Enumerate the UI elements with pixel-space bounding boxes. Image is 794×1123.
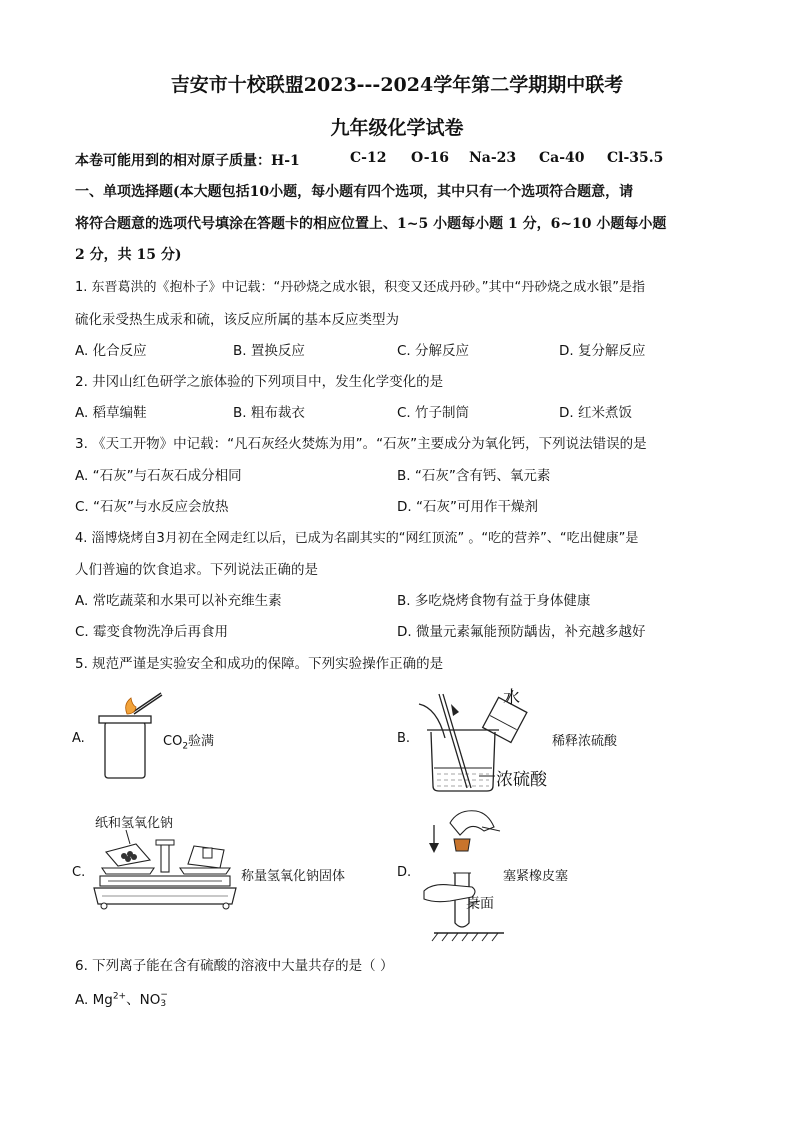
q5-b-water-label: 水 [503, 688, 520, 708]
q5-a-caption-co: CO [163, 734, 183, 749]
q5-a-letter: A. [72, 731, 85, 746]
atomic-mass-c: C-12 [350, 150, 387, 166]
q3-option-d: D. “石灰”可用作干燥剂 [397, 499, 538, 515]
q2-option-c: C. 竹子制筒 [397, 405, 470, 421]
q6-stem: 6. 下列离子能在含有硫酸的溶液中大量共存的是（ ） [75, 958, 394, 974]
q4-option-a: A. 常吃蔬菜和水果可以补充维生素 [75, 593, 282, 609]
q6-option-a [75, 988, 168, 1009]
q2-stem: 2. 井冈山红色研学之旅体验的下列项目中，发生化学变化的是 [75, 374, 444, 390]
q5-b-letter: B. [397, 731, 411, 746]
atomic-mass-ca: Ca-40 [539, 150, 585, 166]
q5-d-letter: D. [397, 865, 412, 880]
atomic-mass-h: H-1 [271, 153, 300, 169]
q1-stem-line2: 硫化汞受热生成汞和硫，该反应所属的基本反应类型为 [75, 312, 399, 328]
q4-option-d: D. 微量元素氟能预防龋齿，补充越多越好 [397, 624, 646, 640]
section-heading-line3: 2 分，共 15 分) [75, 247, 182, 263]
q5-stem: 5. 规范严谨是实验安全和成功的保障。下列实验操作正确的是 [75, 656, 444, 672]
q1-option-a: A. 化合反应 [75, 343, 147, 359]
q4-option-b: B. 多吃烧烤食物有益于身体健康 [397, 593, 591, 609]
q4-stem-line1: 4. 淄博烧烤自3月初在全网走红以后，已成为名副其实的“网红顶流” 。“吃的营养”、“吃出健康”是 [75, 531, 639, 546]
q6-option-a-charge1: 2+ [112, 991, 127, 1002]
atomic-mass-o: O-16 [411, 150, 450, 166]
q1-option-d: D. 复分解反应 [559, 343, 646, 359]
q3-option-a: A. “石灰”与石灰石成分相同 [75, 468, 242, 484]
q5-a-caption-sub: 2 [182, 741, 189, 752]
q2-option-b: B. 粗布裁衣 [233, 405, 305, 421]
section-heading-line1: 一、单项选择题(本大题包括10小题，每小题有四个选项，其中只有一个选项符合题意，请 [75, 184, 634, 200]
q3-stem: 3. 《天工开物》中记载：“凡石灰经火焚炼为用”。“石灰”主要成分为氧化钙，下列说法错误的是 [75, 436, 647, 452]
q3-option-b: B. “石灰”含有钙、氧元素 [397, 468, 551, 484]
q6-option-a-sub: 3 [160, 999, 167, 1009]
q2-option-d: D. 红米煮饭 [559, 405, 632, 421]
atomic-mass-line [75, 150, 300, 170]
q2-option-a: A. 稻草编鞋 [75, 405, 147, 421]
q1-option-c: C. 分解反应 [397, 343, 470, 359]
q4-stem-line2: 人们普遍的饮食追求。下列说法正确的是 [75, 562, 318, 578]
atomic-mass-na: Na-23 [469, 150, 517, 166]
q5-a-caption [163, 730, 214, 752]
q6-option-a-supsub [160, 991, 168, 1009]
exam-subtitle: 九年级化学试卷 [330, 117, 464, 139]
q5-c-letter: C. [72, 865, 86, 880]
q1-option-b: B. 置换反应 [233, 343, 305, 359]
atomic-mass-cl: Cl-35.5 [607, 150, 664, 166]
exam-title: 吉安市十校联盟2023---2024学年第二学期期中联考 [170, 74, 624, 96]
q5-b-caption: 稀释浓硫酸 [552, 734, 618, 749]
q4-option-c: C. 霉变食物洗净后再食用 [75, 624, 229, 640]
q6-option-a-charge2: − [160, 990, 168, 1000]
q5-d-caption: 塞紧橡皮塞 [503, 869, 569, 884]
q3-option-c: C. “石灰”与水反应会放热 [75, 499, 229, 515]
q5-c-top-label: 纸和氢氧化钠 [95, 816, 174, 831]
q5-b-acid-label: 浓硫酸 [496, 770, 547, 790]
q6-option-a-prefix: A. Mg [75, 992, 113, 1008]
co2-test-illustration [85, 690, 165, 785]
balance-illustration [88, 830, 238, 910]
q1-stem-line1: 1. 东晋葛洪的《抱朴子》中记载：“丹砂烧之成水银，积变又还成丹砂。”其中“丹砂烧之成水银”是指 [75, 280, 645, 295]
section-heading-line2: 将符合题意的选项代号填涂在答题卡的相应位置上、1~5 小题每小题 1 分，6~10 小题每小题 [75, 216, 667, 232]
q5-d-table-label: 桌面 [466, 896, 494, 912]
atomic-mass-label: 本卷可能用到的相对原子质量： [75, 153, 271, 169]
q6-option-a-mid: 、NO [126, 992, 161, 1008]
q5-c-caption: 称量氢氧化钠固体 [241, 869, 346, 884]
q5-a-caption-tail: 验满 [188, 734, 215, 749]
